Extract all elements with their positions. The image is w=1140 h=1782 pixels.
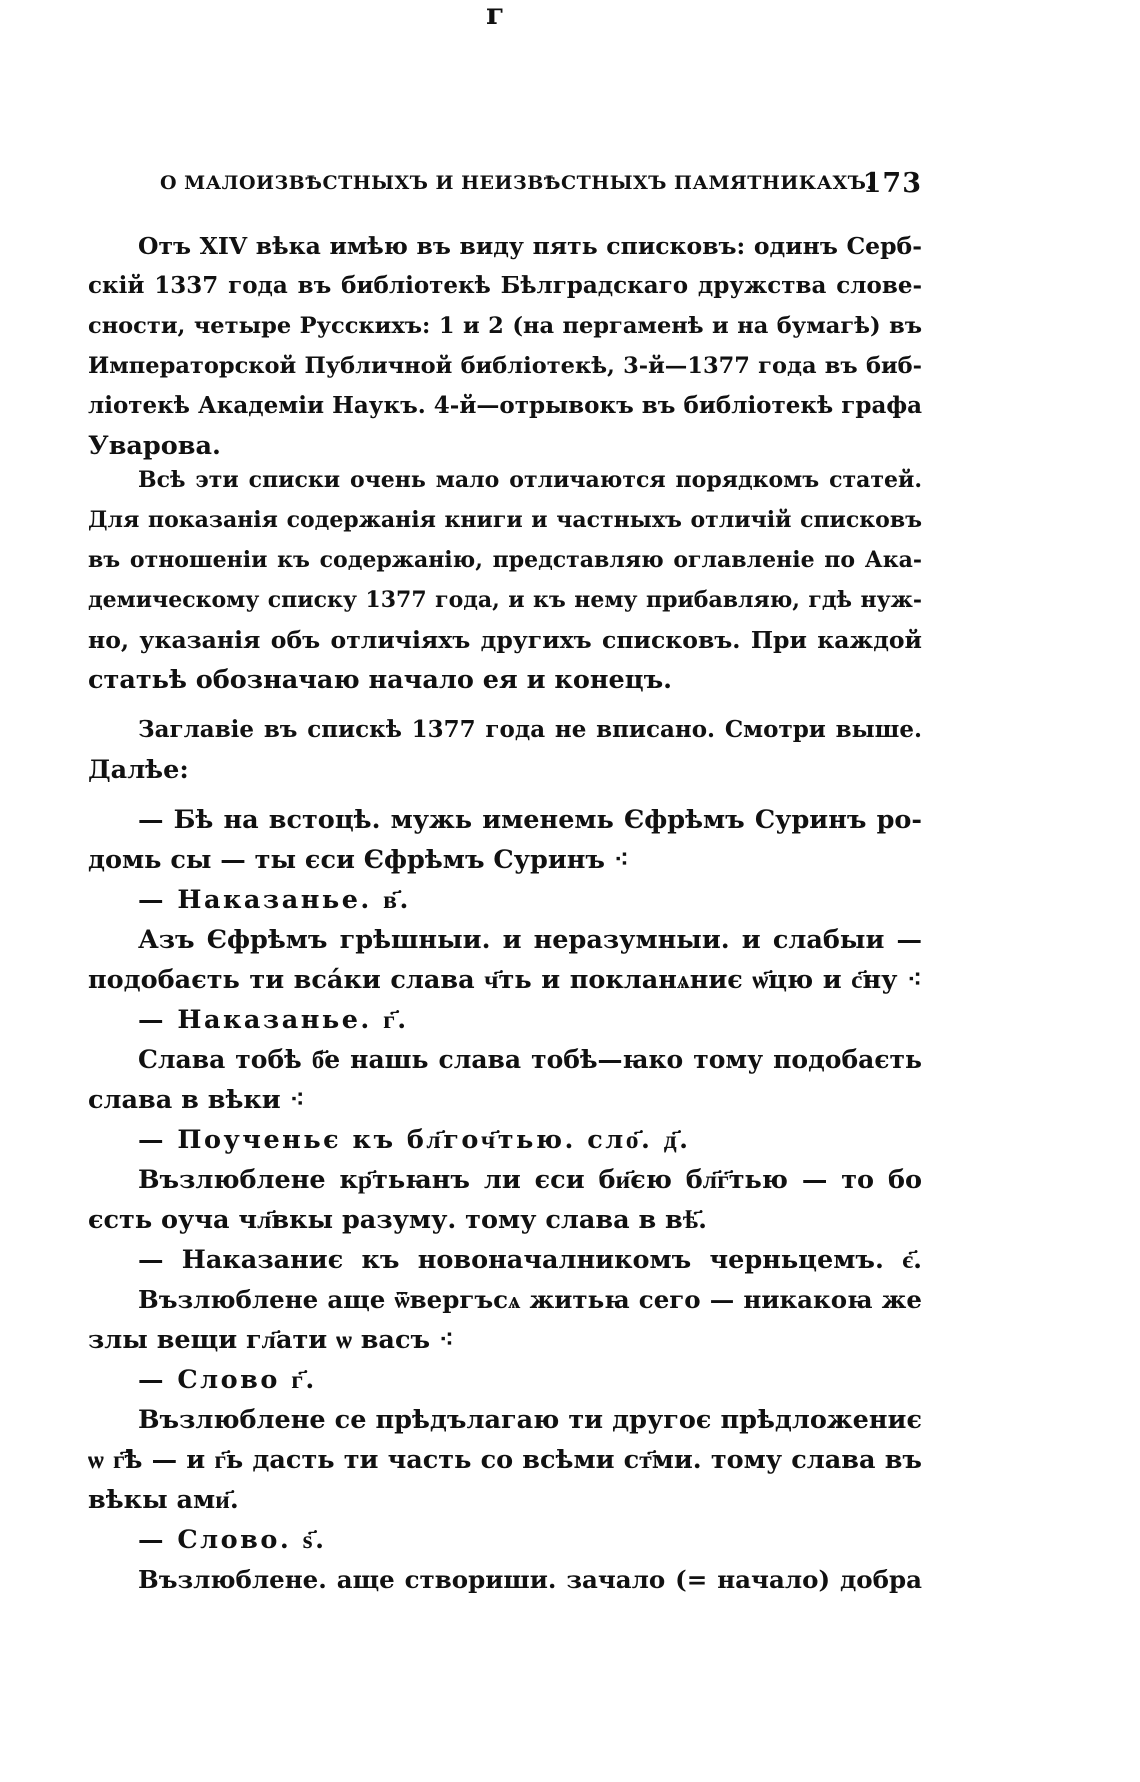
paragraph-title-note <box>88 710 922 790</box>
page-header <box>160 168 922 204</box>
quote-heading: — Наказаниє къ новоначалникомъ черньцемъ. є҃. <box>138 1245 922 1275</box>
text-line: Императорской Публичной библіотекѣ, 3-й—1377 года въ биб- <box>88 353 922 379</box>
quote-heading: — Поученьє къ бл҃гоч҃тью. сло҃. д҃. <box>138 1125 691 1155</box>
text-line: статьѣ обозначаю начало ея и конецъ. <box>88 665 673 695</box>
quote-line: Възлюблене се прѣдълагаю ти другоє прѣдложениє <box>138 1405 922 1435</box>
text-line: но, указанія объ отличіяхъ другихъ списковъ. При каждой <box>88 626 922 654</box>
text-line: Заглавіе въ спискѣ 1377 года не вписано. Смотри выше. <box>138 716 922 743</box>
quote-line: Възлюблене аще ѿвергъсѧ житьꙗ сего — никакоꙗ же <box>138 1285 922 1314</box>
quote-heading: — Слово г҃. <box>138 1365 317 1395</box>
quote-line: Възлюблене. аще створиши. зачало (= начало) добра <box>138 1565 922 1594</box>
paragraph-manuscripts <box>88 226 922 466</box>
quote-line: — Бѣ на встоцѣ. мужь именемь Єфрѣмъ Суринъ ро- <box>138 805 922 835</box>
text-line: Уварова. <box>88 431 221 461</box>
quotations-block <box>88 800 922 1600</box>
text-line: въ отношеніи къ содержанію, представляю оглавленіе по Ака- <box>88 547 922 573</box>
paragraph-contents <box>88 460 922 700</box>
quote-line: домь сы — ты єси Єфрѣмъ Суринъ ⁖ <box>88 845 629 875</box>
quote-line: єсть оуча чл҃вкы разуму. тому слава в вѣ҃. <box>88 1205 707 1235</box>
text-line: сности, четыре Русскихъ: 1 и 2 (на пергаменѣ и на бумагѣ) въ <box>88 313 922 339</box>
quote-heading: — Наказанье. в҃. <box>138 885 411 915</box>
quote-line: Възлюблене кр҃тьꙗнъ ли єси би҃єю бл҃г҃тью — то бо <box>138 1165 922 1195</box>
quote-line: подобаєть ти вса́ки слава ч҃ть и покланѧниє ѡ҃цю и с҃ну ⁖ <box>88 965 922 995</box>
running-title: О МАЛОИЗВѢСТНЫХЪ И НЕИЗВѢСТНЫХЪ ПАМЯТНИКАХЪ. <box>160 172 874 194</box>
quote-line: Азъ Єфрѣмъ грѣшныи. и неразумныи. и слабыи — <box>138 925 922 955</box>
text-line: ліотекѣ Академіи Наукъ. 4-й—отрывокъ въ библіотекѣ графа <box>88 392 922 419</box>
quote-heading: — Слово. ѕ҃. <box>138 1525 327 1555</box>
quote-line: Слава тобѣ б҃е нашь слава тобѣ—ꙗко тому подобаєть <box>138 1045 922 1074</box>
quote-line: злы вещи гл҃ати ѡ васъ ⁖ <box>88 1325 454 1355</box>
quote-heading: — Наказанье. г҃. <box>138 1005 409 1035</box>
text-line: Далѣе: <box>88 755 189 785</box>
corner-mark: г <box>486 0 505 32</box>
quote-line: слава в вѣки ⁖ <box>88 1085 305 1115</box>
text-line: демическому списку 1377 года, и къ нему прибавляю, гдѣ нуж- <box>88 587 922 613</box>
page-number: 173 <box>862 168 922 199</box>
quote-line: ѡ г҃ѣ — и г҃ь дасть ти часть со всѣми ст҃ми. тому слава въ <box>88 1445 922 1475</box>
text-line: Для показанія содержанія книги и частныхъ отличій списковъ <box>88 507 922 533</box>
quote-line: вѣкы ами҃. <box>88 1485 239 1515</box>
text-line: скій 1337 года въ библіотекѣ Бѣлградскаго дружства слове- <box>88 272 922 299</box>
text-line: Всѣ эти списки очень мало отличаются порядкомъ статей. <box>138 467 922 493</box>
text-line: Отъ XIV вѣка имѣю въ виду пять списковъ: одинъ Серб- <box>138 232 922 260</box>
